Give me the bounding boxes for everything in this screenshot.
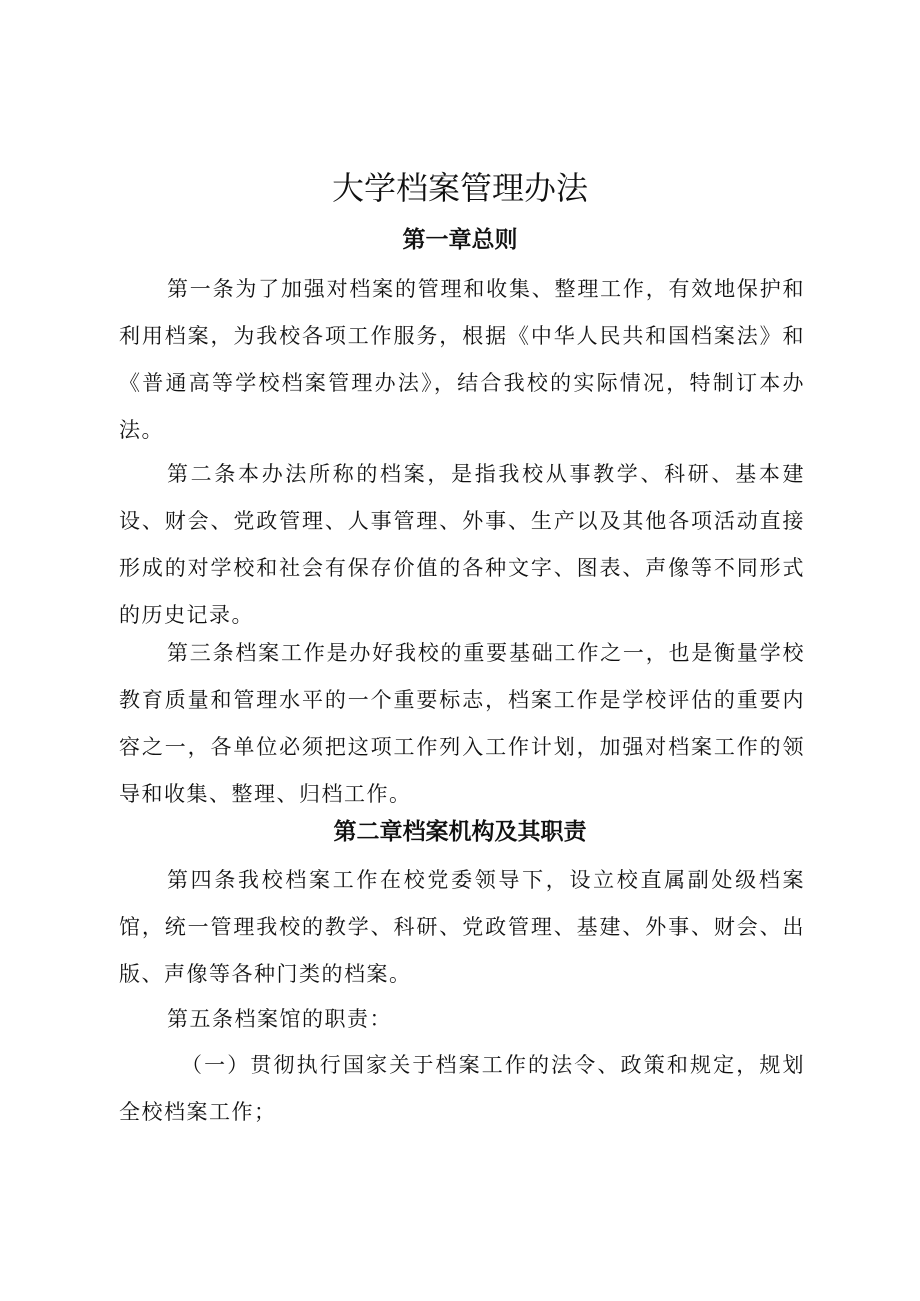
article-1: 第一条为了加强对档案的管理和收集、整理工作，有效地保护和利用档案，为我校各项工作服务，根据《中华人民共和国档案法》和《普通高等学校档案管理办法》，结合我校的实际情况，特制订本办法。 xyxy=(119,277,805,442)
chapter-heading-1: 第一章总则 xyxy=(402,227,518,253)
article-2: 第二条本办法所称的档案，是指我校从事教学、科研、基本建设、财会、党政管理、人事管理、外事、生产以及其他各项活动直接形成的对学校和社会有保存价值的各种文字、图表、声像等不同形式的历史记录。 xyxy=(119,462,805,627)
article-5: 第五条档案馆的职责： xyxy=(167,1007,392,1031)
chapter-heading-2: 第二章档案机构及其职责 xyxy=(333,819,587,845)
article-3: 第三条档案工作是办好我校的重要基础工作之一，也是衡量学校教育质量和管理水平的一个重要标志，档案工作是学校评估的重要内容之一，各单位必须把这项工作列入工作计划，加强对档案工作的领导和收集、整理、归档工作。 xyxy=(119,641,805,806)
document-title: 大学档案管理办法 xyxy=(331,169,588,207)
article-5-item-1: （一）贯彻执行国家关于档案工作的法令、政策和规定，规划全校档案工作； xyxy=(119,1053,805,1124)
article-4: 第四条我校档案工作在校党委领导下，设立校直属副处级档案馆，统一管理我校的教学、科研、党政管理、基建、外事、财会、出版、声像等各种门类的档案。 xyxy=(119,868,805,986)
